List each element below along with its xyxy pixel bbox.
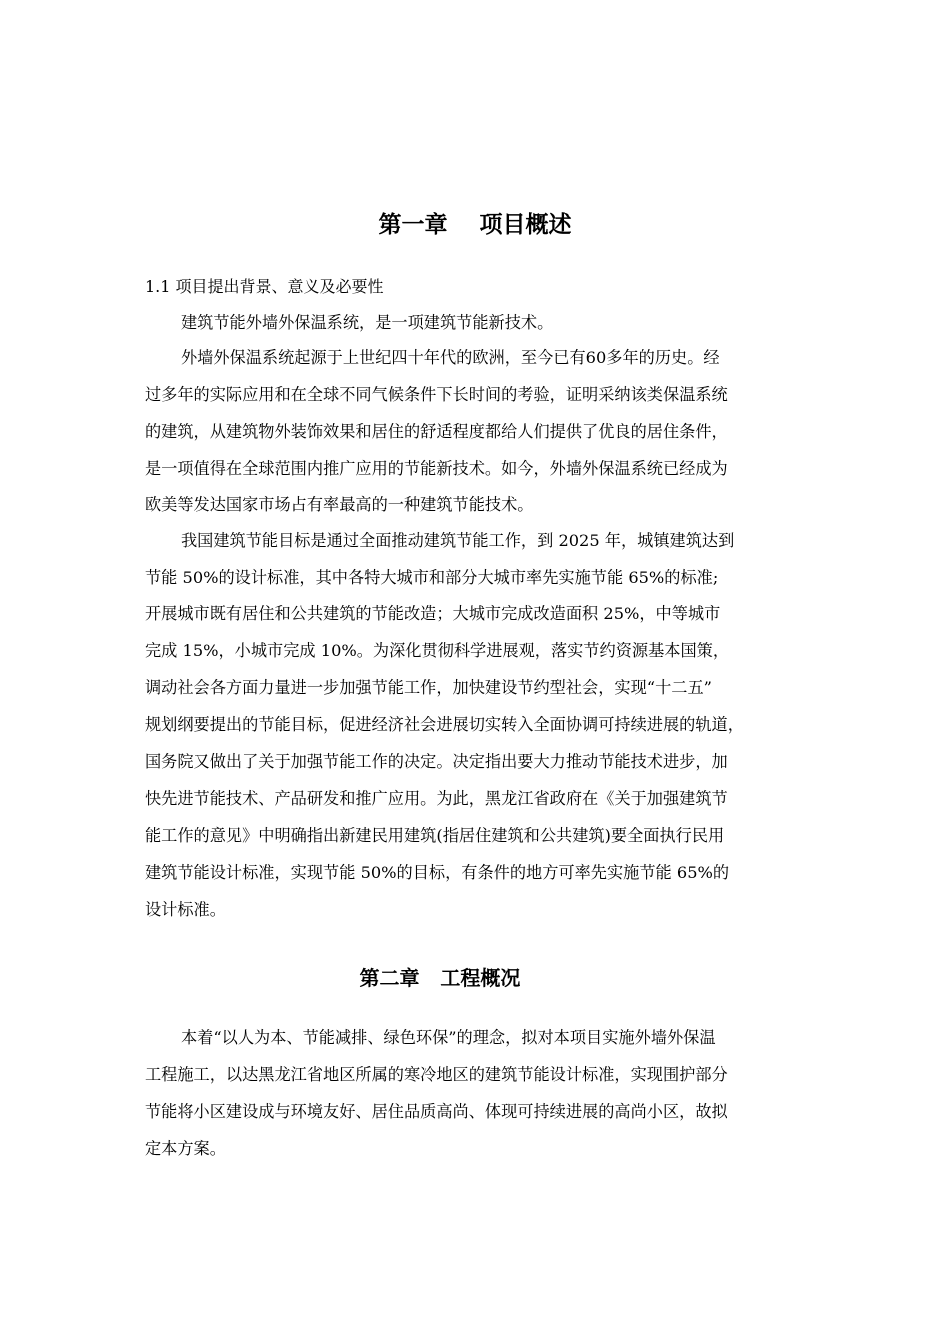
paragraph-line: 工程施工，以达黑龙江省地区所属的寒冷地区的建筑节能设计标准，实现围护部分 [145, 1065, 728, 1084]
paragraph-line: 定本方案。 [145, 1139, 226, 1158]
paragraph-line: 设计标准。 [145, 900, 226, 919]
chapter-1-title: 第一章 项目概述 [378, 211, 572, 238]
paragraph-line: 开展城市既有居住和公共建筑的节能改造；大城市完成改造面积 25%，中等城市 [145, 604, 721, 623]
paragraph-line: 欧美等发达国家市场占有率最高的一种建筑节能技术。 [145, 495, 534, 514]
paragraph-line: 建筑节能设计标准，实现节能 50%的目标，有条件的地方可率先实施节能 65%的 [145, 863, 730, 882]
paragraph-line: 我国建筑节能目标是通过全面推动建筑节能工作，到 2025 年，城镇建筑达到 [181, 531, 735, 550]
paragraph-line: 外墙外保温系统起源于上世纪四十年代的欧洲，至今已有60多年的历史。经 [181, 348, 720, 367]
paragraph-line: 是一项值得在全球范围内推广应用的节能新技术。如今，外墙外保温系统已经成为 [145, 459, 728, 478]
section-1-1-heading: 1.1 项目提出背景、意义及必要性 [145, 277, 384, 296]
paragraph-line: 过多年的实际应用和在全球不同气候条件下长时间的考验，证明采纳该类保温系统 [145, 385, 728, 404]
paragraph-line: 快先进节能技术、产品研发和推广应用。为此，黑龙江省政府在《关于加强建筑节 [145, 789, 728, 808]
paragraph-line: 的建筑，从建筑物外装饰效果和居住的舒适程度都给人们提供了优良的居住条件， [145, 422, 728, 441]
paragraph-line: 能工作的意见》中明确指出新建民用建筑(指居住建筑和公共建筑)要全面执行民用 [145, 826, 725, 845]
paragraph-line: 完成 15%，小城市完成 10%。为深化贯彻科学进展观，落实节约资源基本国策， [145, 641, 730, 660]
paragraph-line: 调动社会各方面力量进一步加强节能工作，加快建设节约型社会，实现“十二五” [145, 678, 712, 697]
paragraph-line: 规划纲要提出的节能目标，促进经济社会进展切实转入全面协调可持续进展的轨道， [145, 715, 744, 734]
paragraph-line: 建筑节能外墙外保温系统，是一项建筑节能新技术。 [181, 313, 554, 332]
paragraph-line: 节能将小区建设成与环境友好、居住品质高尚、体现可持续进展的高尚小区，故拟 [145, 1102, 728, 1121]
paragraph-line: 国务院又做出了关于加强节能工作的决定。决定指出要大力推动节能技术进步，加 [145, 752, 728, 771]
chapter-2-title: 第二章 工程概况 [359, 966, 521, 990]
paragraph-line: 节能 50%的设计标准，其中各特大城市和部分大城市率先实施节能 65%的标准; [145, 568, 719, 587]
paragraph-line: 本着“以人为本、节能减排、绿色环保”的理念，拟对本项目实施外墙外保温 [181, 1028, 716, 1047]
